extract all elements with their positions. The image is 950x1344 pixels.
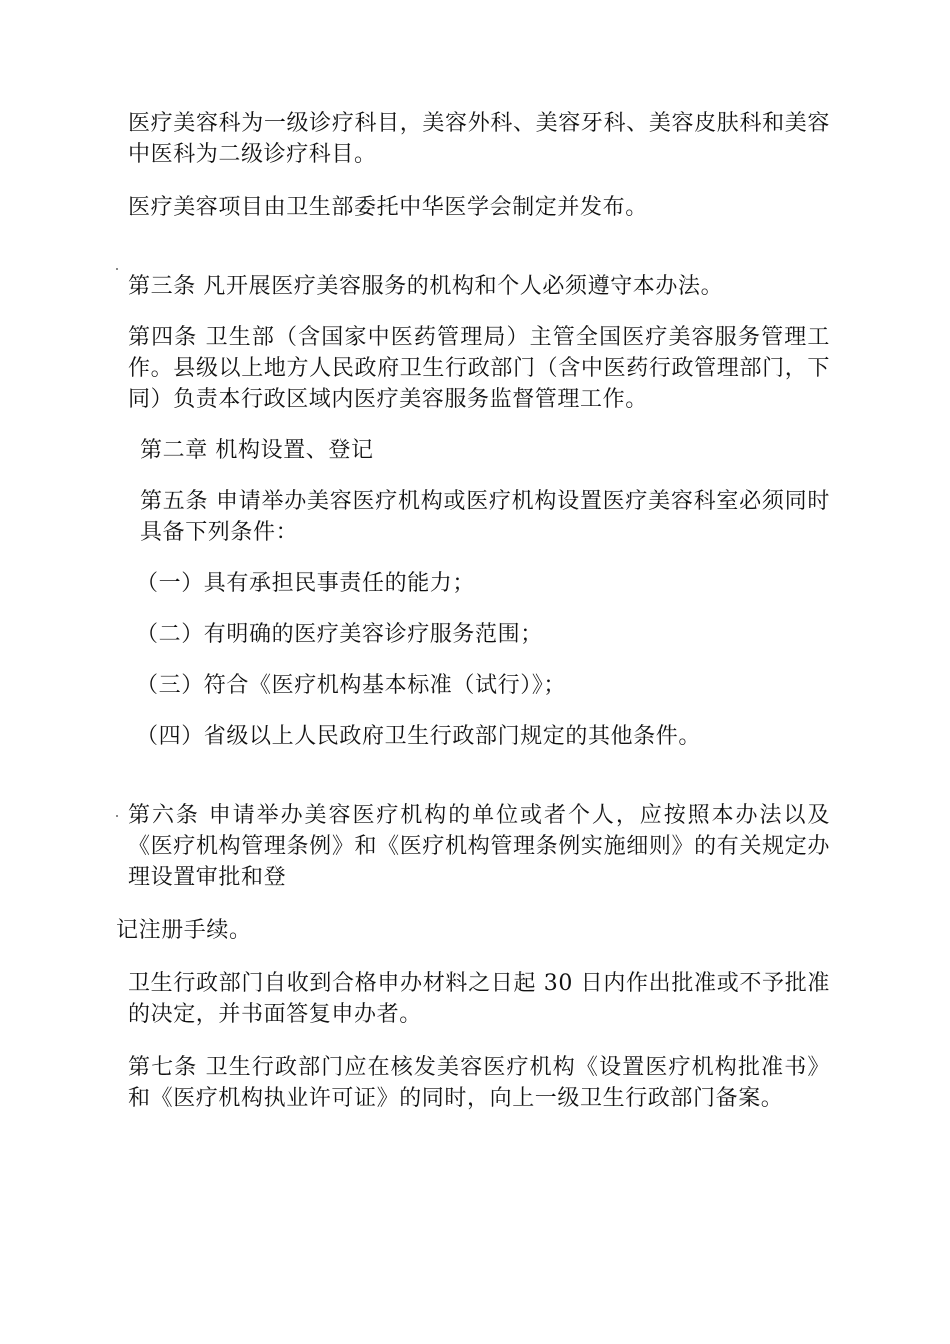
chapter-2-heading: 第二章 机构设置、登记 <box>140 438 374 463</box>
condition-item-3: （三）符合《医疗机构基本标准（试行）》； <box>136 673 567 698</box>
article-7: 第七条 卫生行政部门应在核发美容医疗机构《设置医疗机构批准书》和《医疗机构执业许可证》的同时，向上一级卫生行政部门备案。 <box>128 1055 830 1111</box>
scan-mark <box>116 268 118 270</box>
condition-item-2: （二）有明确的医疗美容诊疗服务范围； <box>136 622 543 647</box>
condition-item-4: （四）省级以上人民政府卫生行政部门规定的其他条件。 <box>136 724 702 749</box>
paragraph-beauty-projects: 医疗美容项目由卫生部委托中华医学会制定并发布。 <box>128 195 648 220</box>
article-5: 第五条 申请举办美容医疗机构或医疗机构设置医疗美容科室必须同时具备下列条件： <box>140 489 830 545</box>
paragraph-diagnosis-subjects: 医疗美容科为一级诊疗科目，美容外科、美容牙科、美容皮肤科和美容中医科为二级诊疗科目。 <box>128 111 830 167</box>
article-4: 第四条 卫生部（含国家中医药管理局）主管全国医疗美容服务管理工作。县级以上地方人民政府卫生行政部门（含中医药行政管理部门，下同）负责本行政区域内医疗美容服务监督管理工作。 <box>128 325 830 412</box>
paragraph-approval-deadline: 卫生行政部门自收到合格申办材料之日起 30 日内作出批准或不予批准的决定，并书面答复申办者。 <box>128 971 830 1027</box>
condition-item-1: （一）具有承担民事责任的能力； <box>136 571 476 596</box>
scan-mark <box>116 815 118 817</box>
article-6-continuation: 记注册手续。 <box>116 918 252 943</box>
article-3: 第三条 凡开展医疗美容服务的机构和个人必须遵守本办法。 <box>128 274 724 299</box>
article-6: 第六条 申请举办美容医疗机构的单位或者个人，应按照本办法以及《医疗机构管理条例》和《医疗机构管理条例实施细则》的有关规定办理设置审批和登 <box>128 803 830 890</box>
